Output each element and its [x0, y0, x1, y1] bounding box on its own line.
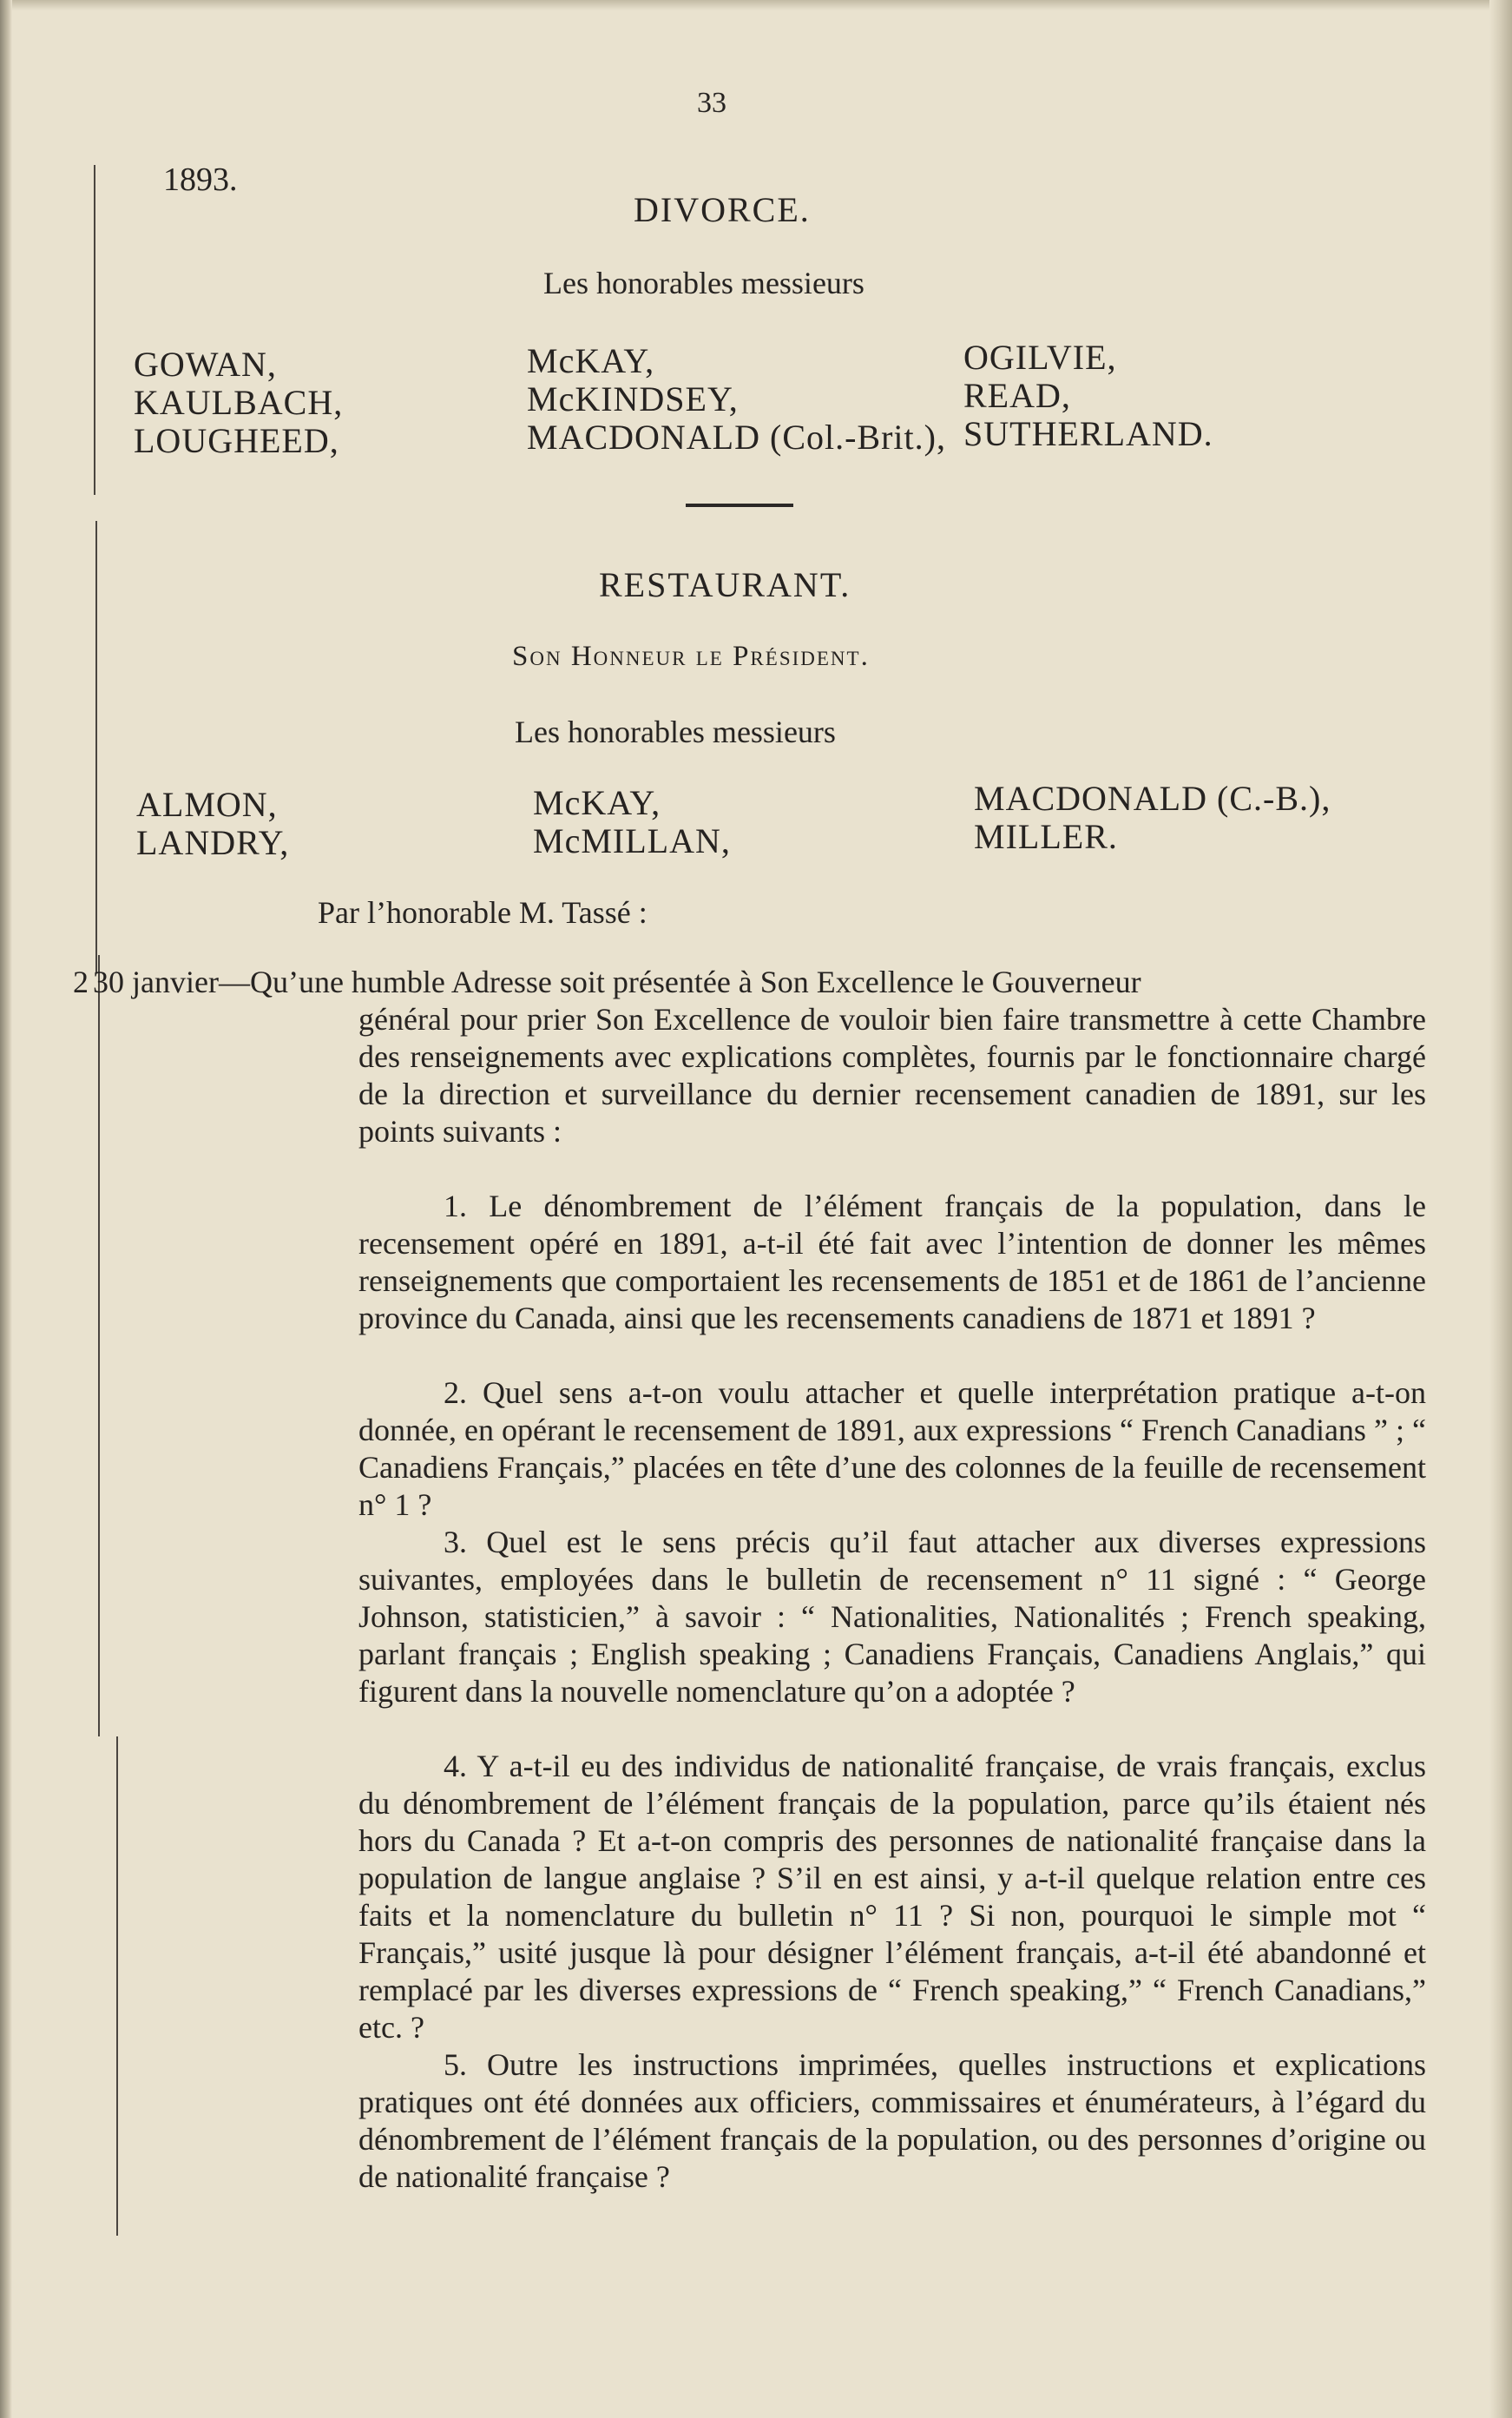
- member-name: SUTHERLAND.: [963, 414, 1213, 453]
- motion-point-3: 3. Quel est le sens précis qu’il faut attacher aux diverses expressions suivantes, employées dans le bulletin de recensement n° 11 signé : “ George Johnson, statisticien,” à savoir : “ Nationalities, Nationalités ; French speaking, parlant français ; English speaking ; Canadiens Français, Canadiens Anglais,” qui figurent dans la nouvelle nomenclature qu’on a adoptée ?: [358, 1525, 1426, 1709]
- divorce-title: DIVORCE.: [634, 190, 811, 229]
- motion-intro: général pour prier Son Excellence de vouloir bien faire transmettre à cette Chambre des renseignements avec explications complètes, fournis par le fonctionnaire chargé de la direction et surveillance du dernier recensement canadien de 1891, sur les points suivants :: [358, 1002, 1426, 1149]
- margin-rule-middle: [95, 521, 97, 972]
- page-left-edge: [0, 0, 12, 2418]
- restaurant-names-col-3: [974, 780, 1331, 856]
- motion-first-line: [93, 964, 1141, 1001]
- divorce-names-col-3: [963, 339, 1213, 453]
- margin-rule-entry: [98, 955, 100, 1736]
- margin-rule-top: [94, 165, 95, 495]
- margin-rule-bottom: [116, 1736, 118, 2236]
- member-name: McMILLAN,: [533, 821, 731, 860]
- restaurant-names-col-2: [533, 784, 731, 860]
- motion-point-1: 1. Le dénombrement de l’élément français de la population, dans le recensement opéré en 1891, a-t-il été fait avec l’intention de donner les mêmes renseignements que comportaient les recensements de 1851 et de 1861 de l’ancienne province du Canada, ainsi que les recensements canadiens de 1871 et 1891 ?: [358, 1189, 1426, 1335]
- member-name: LANDRY,: [136, 823, 290, 862]
- entry-number: 2: [73, 965, 89, 999]
- member-name: McKINDSEY,: [527, 379, 739, 418]
- motion-opening: Qu’une humble Adresse soit présentée à Son Excellence le Gouverneur: [249, 965, 1141, 999]
- page-right-edge: [1489, 0, 1512, 2418]
- member-name: McKAY,: [533, 783, 661, 822]
- restaurant-title: RESTAURANT.: [599, 565, 851, 604]
- member-name: READ,: [963, 376, 1071, 415]
- member-name: OGILVIE,: [963, 338, 1117, 377]
- motion-point-5: 5. Outre les instructions imprimées, quelles instructions et explications pratiques ont été données aux officiers, commissaires et énumérateurs, à l’égard du dénombrement de l’élément français de la population, ou des personnes d’origine ou de nationalité française ?: [358, 2047, 1426, 2194]
- member-name: KAULBACH,: [134, 383, 344, 422]
- member-name: GOWAN,: [134, 345, 277, 384]
- member-name: ALMON,: [136, 785, 278, 824]
- motion-mover: Par l’honorable M. Tassé :: [318, 895, 648, 930]
- year-label: 1893.: [163, 161, 238, 198]
- page-top-edge: [0, 0, 1512, 10]
- motion-point-2: 2. Quel sens a-t-on voulu attacher et quelle interprétation pratique a-t-on donnée, en opérant le recensement de 1891, aux expressions “ French Canadians ” ; “ Canadiens Français,” placées en tête d’une des colonnes de la feuille de recensement n° 1 ?: [358, 1375, 1426, 1522]
- motion-point-4: 4. Y a-t-il eu des individus de nationalité française, de vrais français, exclus du dénombrement de l’élément français de la population, parce qu’ils étaient nés hors du Canada ? Et a-t-on compris des personnes de nationalité française dans la population de langue anglaise ? S’il en est ainsi, y a-t-il quelque relation entre ces faits et la nomenclature du bulletin n° 11 ? Si non, pourquoi le simple mot “ Français,” usité jusque là pour désigner l’élément français, a-t-il été abandonné et remplacé par les diverses expressions de “ French speaking,” “ French Canadians,” etc. ?: [358, 1749, 1426, 2045]
- restaurant-names-col-1: [136, 786, 289, 862]
- restaurant-president: Son Honneur le Président.: [512, 641, 870, 672]
- divorce-subtitle: Les honorables messieurs: [543, 266, 864, 300]
- divorce-names-col-1: [134, 346, 343, 460]
- restaurant-subtitle: Les honorables messieurs: [515, 715, 836, 749]
- member-name: MACDONALD (C.-B.),: [974, 779, 1331, 818]
- member-name: MACDONALD (Col.-Brit.),: [527, 418, 946, 457]
- page-number: 33: [697, 87, 726, 119]
- section-divider: [686, 504, 793, 507]
- member-name: MILLER.: [974, 817, 1118, 856]
- motion-date: 30 janvier—: [93, 965, 250, 999]
- member-name: LOUGHEED,: [134, 421, 339, 460]
- divorce-names-col-2: [527, 342, 946, 457]
- member-name: McKAY,: [527, 341, 655, 380]
